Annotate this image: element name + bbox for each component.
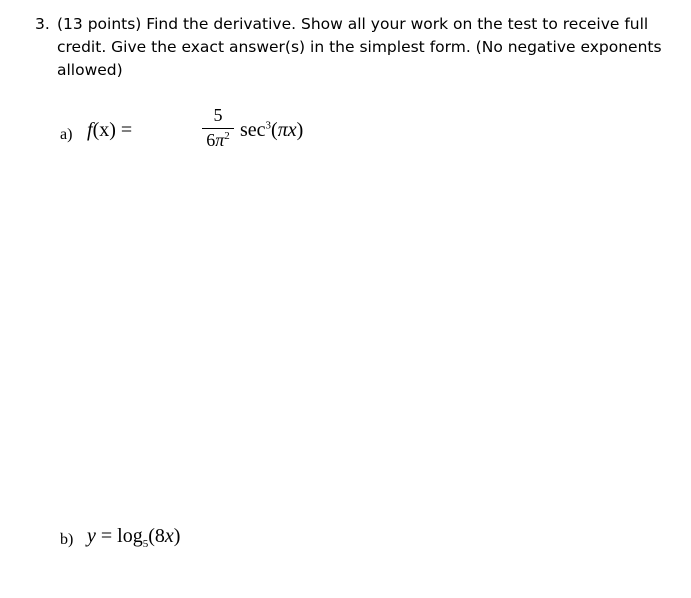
part-b-label: b) [60,531,74,548]
part-a-label: a) [60,126,73,143]
question-text: (13 points) Find the derivative. Show all your work on the test to receive full credit. Give the exact answer(s) in the simplest form. (No negative exponents allowed) [57,15,662,79]
part-a-lhs: f(x) = [87,119,133,141]
fraction-numerator: 5 [213,105,223,125]
part-b-equation: $y = \log_5(8x)$ [87,525,181,550]
part-a-fraction [199,104,237,151]
question-block [35,13,675,82]
part-a-sec-term: $\sec^3(\pi x)$ [240,119,304,141]
question-number: 3. [35,15,50,33]
fraction-denominator: $6\pi^2$ [206,130,230,150]
